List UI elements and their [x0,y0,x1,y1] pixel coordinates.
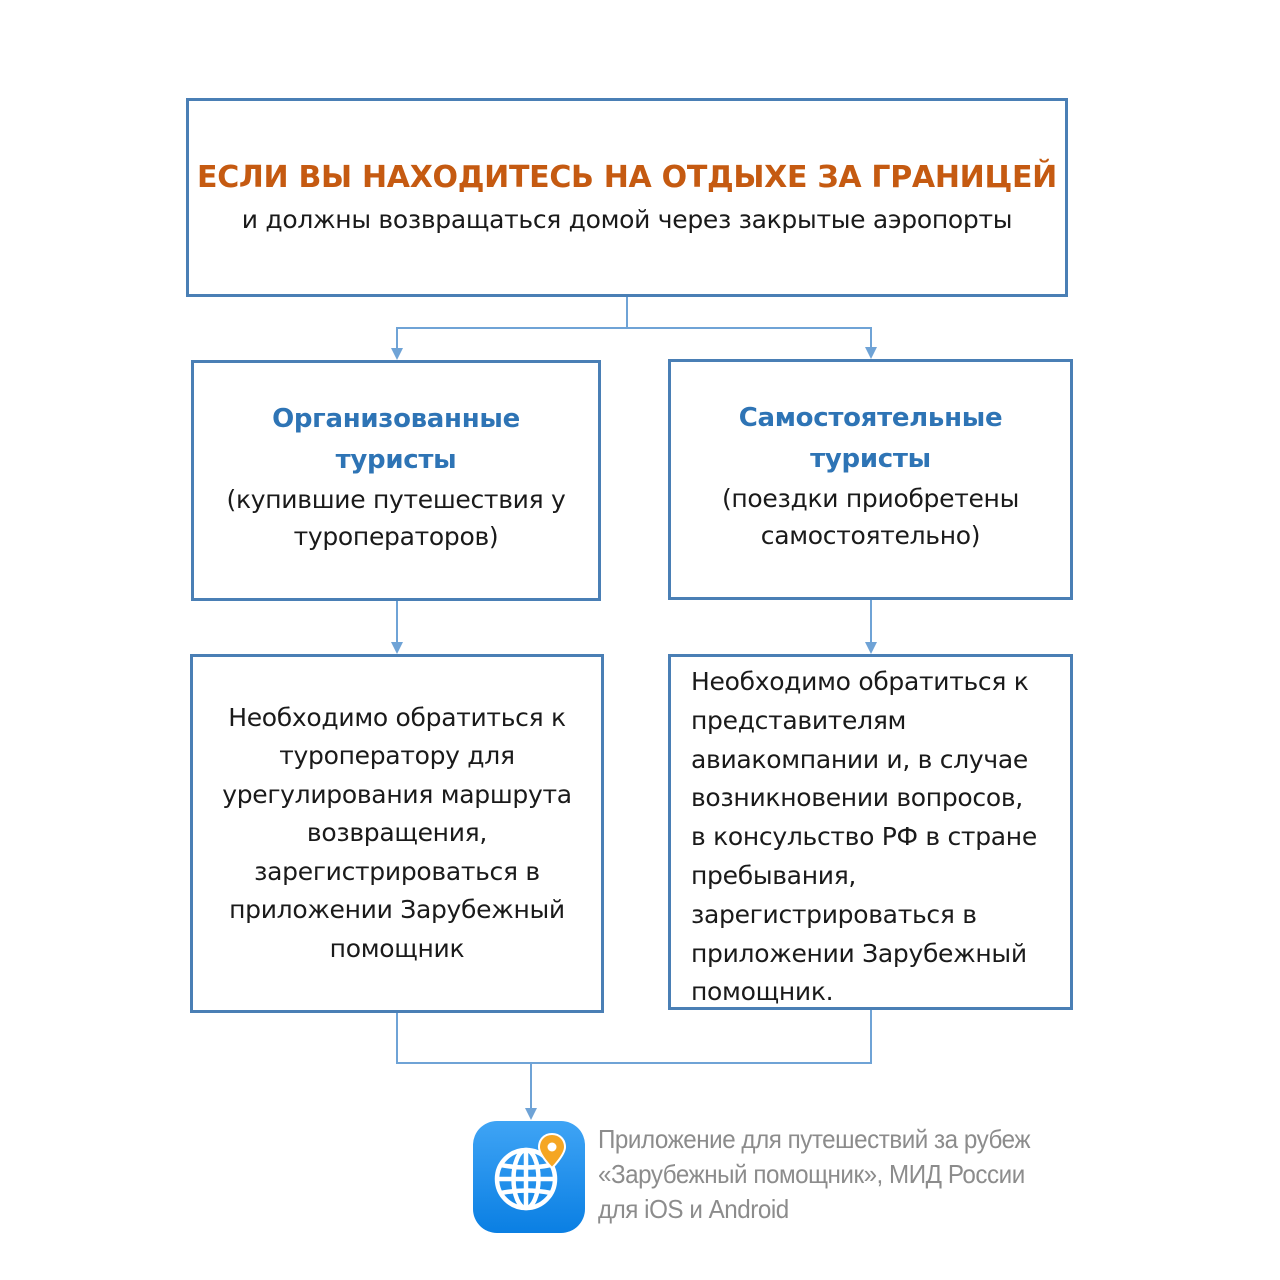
app-caption-line: Приложение для путешествий за рубеж [598,1124,1031,1154]
app-caption-line: «Зарубежный помощник», МИД России [598,1159,1025,1189]
organized-action-text [222,699,572,969]
independent-action-line: приложении Зарубежный [691,938,1027,968]
organized-title [272,399,520,481]
organized-title-line: туристы [335,444,457,475]
connector-to-independent [627,328,871,357]
independent-tourists-box [668,359,1073,600]
organized-title-line: Организованные [272,403,520,434]
globe-location-pin-icon[interactable] [473,1121,585,1233]
independent-title-line: туристы [810,443,931,474]
independent-action-text [691,663,1037,1012]
connector-merge [397,1010,871,1063]
organized-action-line: Необходимо обратиться к [228,702,566,732]
organized-action-line: помощник [329,933,465,963]
header-subtitle: и должны возвращаться домой через закрытые аэропорты [241,204,1013,234]
header-box [186,98,1068,297]
independent-action-line: Необходимо обратиться к [691,667,1029,696]
independent-description-line: (поездки приобретены [721,483,1020,513]
independent-title-line: Самостоятельные [738,402,1003,433]
organized-description-line: (купившие путешествия у [226,484,566,514]
organized-action-box [190,654,604,1013]
organized-description-line: туроператоров) [293,521,499,551]
organized-action-line: приложении Зарубежный [229,895,565,925]
independent-description-line: самостоятельно) [760,520,981,550]
independent-action-line: представителям [691,705,907,735]
app-caption-line: для iOS и Android [598,1194,789,1224]
independent-description [722,480,1019,554]
organized-description [227,481,566,555]
organized-tourists-box [191,360,601,601]
independent-action-line: возникновении вопросов, [691,783,1023,813]
independent-action-line: зарегистрироваться в [691,899,977,929]
independent-action-line: помощник. [691,977,834,1007]
organized-action-line: зарегистрироваться в [254,856,540,886]
independent-action-line: пребывания, [691,860,857,890]
independent-action-line: в консульство РФ в стране [691,822,1037,852]
connector-to-organized [397,328,627,358]
independent-title [739,398,1003,480]
independent-action-box [668,654,1073,1010]
app-caption [598,1122,1044,1227]
organized-action-line: возвращения, [306,818,488,848]
organized-action-line: туроператору для [279,741,515,771]
independent-action-line: авиакомпании и, в случае [691,744,1028,774]
header-title: ЕСЛИ ВЫ НАХОДИТЕСЬ НА ОТДЫХЕ ЗА ГРАНИЦЕЙ [197,159,1057,195]
organized-action-line: урегулирования маршрута [222,779,572,809]
